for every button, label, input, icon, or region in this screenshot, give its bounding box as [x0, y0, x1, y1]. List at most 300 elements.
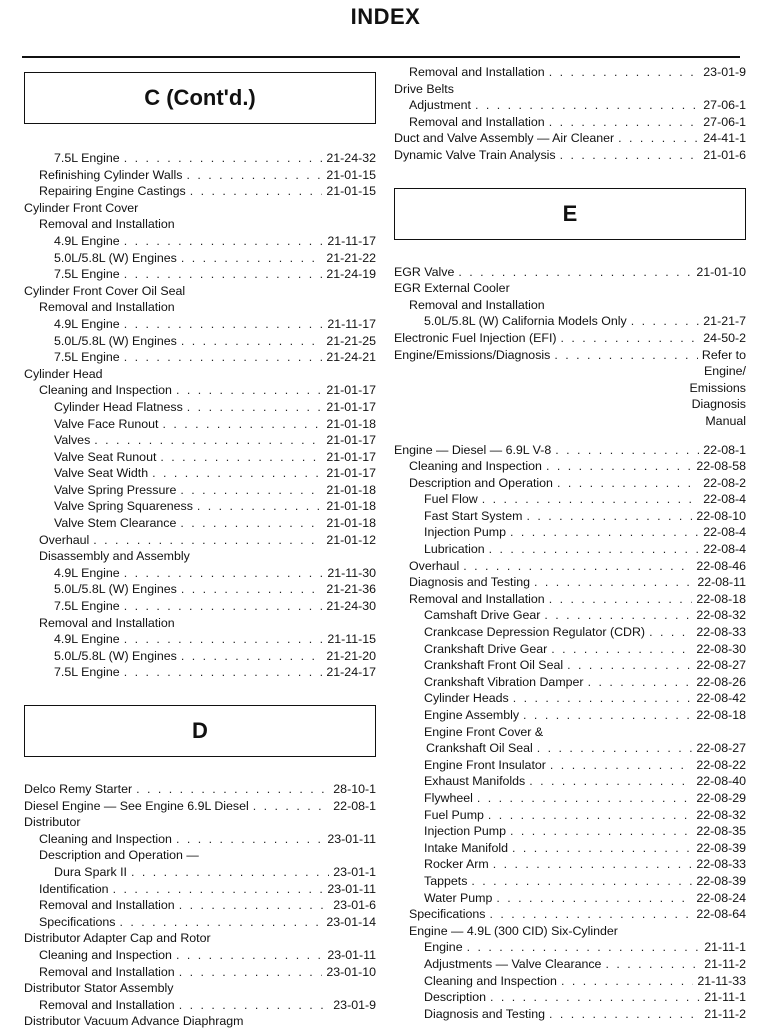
- index-entry: [24, 183, 376, 200]
- page-reference: Refer to: [701, 347, 746, 362]
- page-reference: 21-21-36: [326, 582, 376, 597]
- refer-to-line: Engine/: [703, 364, 746, 379]
- entry-title: Removal and Installation: [409, 65, 545, 79]
- entry-title: Identification: [39, 881, 109, 896]
- index-entry: [394, 973, 746, 990]
- page-reference: 23-01-14: [326, 914, 376, 929]
- page-reference: 27-06-1: [703, 114, 746, 129]
- dot-leader: [179, 897, 330, 914]
- index-entry: [24, 914, 376, 931]
- page-reference: 27-06-1: [703, 98, 746, 113]
- entry-title: 5.0L/5.8L (W) Engines: [54, 250, 177, 265]
- dot-leader: [510, 823, 692, 840]
- section-header-d: D: [24, 705, 376, 757]
- entry-title: Rocker Arm: [424, 857, 489, 872]
- page-reference: 28-10-1: [333, 782, 376, 796]
- index-entry: [24, 266, 376, 283]
- page-reference: 22-08-29: [696, 790, 746, 805]
- index-entry: [394, 558, 746, 575]
- entry-title: Dynamic Valve Train Analysis: [394, 147, 556, 162]
- index-entry: [394, 690, 746, 707]
- index-entry: [24, 881, 376, 898]
- dot-leader: [119, 914, 322, 931]
- dot-leader: [490, 989, 700, 1006]
- index-entry: [24, 781, 376, 798]
- dot-leader: [181, 648, 323, 665]
- index-entry: [394, 458, 746, 475]
- dot-leader: [186, 167, 322, 184]
- entry-title: 7.5L Engine: [54, 267, 120, 282]
- dot-leader: [180, 515, 322, 532]
- dot-leader: [512, 840, 692, 857]
- index-entry: [394, 130, 746, 147]
- dot-leader: [124, 565, 324, 582]
- dot-leader: [513, 690, 693, 707]
- entry-title: Intake Manifold: [424, 840, 509, 855]
- dot-leader: [554, 347, 698, 364]
- index-entry: [394, 657, 746, 674]
- index-list-d-continued: [394, 64, 746, 164]
- dot-leader: [136, 781, 329, 798]
- dot-leader: [176, 831, 323, 848]
- page-reference: 23-01-1: [333, 864, 376, 879]
- index-entry: [394, 330, 746, 347]
- page-reference: 21-01-10: [696, 264, 746, 279]
- entry-title: Adjustments — Valve Clearance: [424, 956, 602, 971]
- refer-to-wrap: [394, 363, 746, 429]
- entry-title: Crankshaft Drive Gear: [424, 641, 548, 656]
- section-header-e: E: [394, 188, 746, 240]
- page-reference: 22-08-4: [703, 542, 746, 557]
- dot-leader: [124, 598, 323, 615]
- page-reference: 22-08-2: [703, 475, 746, 490]
- entry-title: Fast Start System: [424, 508, 523, 523]
- index-entry: [24, 349, 376, 366]
- index-entry: [24, 997, 376, 1014]
- entry-title: Cleaning and Inspection: [424, 973, 557, 988]
- page-reference: 22-08-40: [696, 774, 746, 789]
- index-entry: [24, 515, 376, 532]
- entry-title: Dura Spark II: [54, 864, 127, 879]
- index-entry: [394, 989, 746, 1006]
- entry-title: Electronic Fuel Injection (EFI): [394, 330, 557, 345]
- dot-leader: [162, 416, 322, 433]
- dot-leader: [561, 330, 700, 347]
- index-entry: [24, 498, 376, 515]
- index-entry: [394, 641, 746, 658]
- dot-leader: [546, 458, 692, 475]
- index-entry: [394, 807, 746, 824]
- index-entry: [24, 631, 376, 648]
- refer-to-line: Emissions: [689, 380, 746, 395]
- dot-leader: [482, 491, 700, 508]
- page-reference: 21-01-17: [326, 383, 376, 398]
- page-reference: 21-11-15: [327, 632, 376, 647]
- entry-title: 4.9L Engine: [54, 632, 120, 647]
- entry-title: Engine — Diesel — 6.9L V-8: [394, 442, 552, 457]
- dot-leader: [549, 64, 700, 81]
- index-entry: [24, 581, 376, 598]
- page-reference: 22-08-22: [696, 757, 746, 772]
- page-reference: 23-01-10: [326, 964, 376, 979]
- index-entry: [394, 707, 746, 724]
- refer-to-line: Manual: [705, 413, 746, 428]
- page-reference: 22-08-27: [696, 741, 746, 756]
- entry-title: 7.5L Engine: [54, 350, 120, 365]
- entry-title: 5.0L/5.8L (W) Engines: [54, 582, 177, 597]
- dot-leader: [555, 442, 699, 459]
- page-reference: 22-08-46: [696, 558, 746, 573]
- right-column: [394, 64, 746, 1022]
- dot-leader: [618, 130, 699, 147]
- dot-leader: [496, 890, 692, 907]
- dot-leader: [179, 964, 323, 981]
- index-heading: Distributor: [24, 815, 81, 830]
- entry-title: Diesel Engine — See Engine 6.9L Diesel: [24, 798, 249, 813]
- dot-leader: [549, 114, 700, 131]
- page-reference: 22-08-32: [696, 807, 746, 822]
- index-entry: [394, 674, 746, 691]
- page-reference: 22-08-26: [696, 674, 746, 689]
- page-reference: 22-08-32: [696, 608, 746, 623]
- page-reference: 23-01-9: [333, 997, 376, 1012]
- page-reference: 22-08-10: [696, 508, 746, 523]
- page-reference: 22-08-35: [696, 824, 746, 839]
- dot-leader: [526, 508, 692, 525]
- dot-leader: [160, 449, 322, 466]
- dot-leader: [557, 475, 699, 492]
- dot-leader: [176, 382, 322, 399]
- page-reference: 21-24-19: [326, 267, 376, 282]
- index-entry: [394, 313, 746, 330]
- dot-leader: [588, 674, 693, 691]
- entry-title: Engine: [424, 940, 463, 955]
- index-entry: [24, 482, 376, 499]
- entry-title: Crankshaft Vibration Damper: [424, 674, 584, 689]
- index-entry: [394, 624, 746, 641]
- page-reference: 22-08-1: [703, 442, 746, 457]
- entry-title: Valve Stem Clearance: [54, 516, 177, 531]
- page-reference: 21-11-33: [697, 973, 746, 988]
- entry-title: Repairing Engine Castings: [39, 184, 186, 199]
- dot-leader: [649, 624, 692, 641]
- index-entry: [394, 541, 746, 558]
- entry-title: Engine Assembly: [424, 708, 520, 722]
- page-reference: 21-01-17: [326, 449, 376, 464]
- index-heading: Distributor Adapter Cap and Rotor: [24, 931, 211, 946]
- index-entry: [24, 964, 376, 981]
- dot-leader: [510, 524, 699, 541]
- dot-leader: [181, 333, 323, 350]
- index-entry: [394, 890, 746, 907]
- index-entry: [24, 250, 376, 267]
- entry-title: 5.0L/5.8L (W) California Models Only: [424, 314, 627, 329]
- index-entry: [24, 664, 376, 681]
- entry-title: Engine Front Insulator: [424, 757, 546, 772]
- index-entry: [24, 648, 376, 665]
- refer-to-line: Diagnosis: [691, 397, 746, 412]
- entry-title: EGR Valve: [394, 264, 455, 279]
- entry-title: Cleaning and Inspection: [409, 459, 542, 474]
- index-entry: [24, 150, 376, 167]
- page-reference: 22-08-39: [696, 873, 746, 888]
- page-reference: 21-11-2: [704, 956, 746, 971]
- dot-leader: [493, 856, 693, 873]
- page-reference: 21-01-17: [326, 399, 376, 414]
- entry-title: Fuel Flow: [424, 492, 478, 507]
- dot-leader: [152, 465, 322, 482]
- entry-title: Injection Pump: [424, 525, 506, 540]
- dot-leader: [467, 939, 701, 956]
- entry-title: Description: [424, 990, 486, 1005]
- dot-leader: [180, 482, 322, 499]
- entry-title: Injection Pump: [424, 824, 506, 839]
- index-entry: [24, 532, 376, 549]
- index-entry: [394, 956, 746, 973]
- index-heading: Removal and Installation: [39, 217, 175, 232]
- entry-title: Water Pump: [424, 890, 493, 905]
- dot-leader: [131, 864, 329, 881]
- dot-leader: [124, 316, 324, 333]
- index-entry: [394, 147, 746, 164]
- index-entry: [394, 524, 746, 541]
- entry-title: Removal and Installation: [39, 898, 175, 913]
- dot-leader: [560, 147, 700, 164]
- entry-title: Removal and Installation: [39, 964, 175, 979]
- page-reference: 21-01-6: [703, 147, 746, 162]
- index-entry: [394, 97, 746, 114]
- page-reference: 21-11-30: [327, 565, 376, 580]
- dot-leader: [124, 233, 324, 250]
- dot-leader: [561, 973, 693, 990]
- entry-title: Crankcase Depression Regulator (CDR): [424, 625, 646, 640]
- index-entry: [24, 333, 376, 350]
- dot-leader: [94, 432, 322, 449]
- index-entry: [24, 399, 376, 416]
- page-reference: 23-01-11: [327, 831, 376, 846]
- entry-title: Crankshaft Oil Seal: [426, 741, 533, 756]
- entry-title: Valve Face Runout: [54, 416, 159, 431]
- index-heading: Removal and Installation: [409, 297, 545, 312]
- page-reference: 23-01-11: [327, 881, 376, 896]
- entry-title: Cylinder Heads: [424, 691, 509, 706]
- page-reference: 21-24-30: [326, 599, 376, 614]
- index-entry: [24, 598, 376, 615]
- index-list-e: [394, 264, 746, 364]
- page-reference: 21-11-2: [704, 1006, 746, 1021]
- entry-title: Description and Operation: [409, 475, 553, 490]
- index-entry: [24, 465, 376, 482]
- page-reference: 23-01-9: [703, 65, 746, 79]
- dot-leader: [124, 349, 323, 366]
- page-reference: 23-01-6: [333, 898, 376, 913]
- page-reference: 21-21-22: [326, 250, 376, 265]
- index-heading: Description and Operation —: [39, 848, 199, 863]
- index-entry: [394, 114, 746, 131]
- page-reference: 21-24-21: [326, 350, 376, 365]
- index-entry: [394, 607, 746, 624]
- page-reference: 21-11-1: [704, 940, 746, 955]
- page-reference: 21-21-7: [703, 314, 746, 329]
- index-heading: Drive Belts: [394, 81, 454, 96]
- entry-title: Removal and Installation: [409, 114, 545, 129]
- index-heading: Cylinder Front Cover Oil Seal: [24, 283, 186, 298]
- entry-title: Adjustment: [409, 98, 471, 113]
- section-header-c: C (Cont'd.): [24, 72, 376, 124]
- page-reference: 21-24-32: [326, 151, 376, 165]
- entry-title: 4.9L Engine: [54, 233, 120, 248]
- dot-leader: [529, 773, 692, 790]
- entry-title: Crankshaft Front Oil Seal: [424, 658, 564, 673]
- dot-leader: [489, 541, 700, 558]
- dot-leader: [488, 807, 692, 824]
- page-reference: 22-08-30: [696, 641, 746, 656]
- index-heading: Removal and Installation: [39, 615, 175, 630]
- page-reference: 21-21-25: [326, 333, 376, 348]
- index-entry: [394, 906, 746, 923]
- index-heading: Cylinder Front Cover: [24, 200, 139, 215]
- index-heading: Engine Front Cover &: [424, 724, 544, 739]
- dot-leader: [534, 574, 693, 591]
- dot-leader: [176, 947, 323, 964]
- page-reference: 22-08-64: [696, 907, 746, 922]
- page-reference: 21-24-17: [326, 665, 376, 680]
- dot-leader: [523, 707, 692, 724]
- index-entry: [394, 591, 746, 608]
- index-entry: [394, 856, 746, 873]
- page-reference: 22-08-18: [696, 591, 746, 606]
- dot-leader: [549, 591, 693, 608]
- index-entry: [24, 233, 376, 250]
- entry-title: Delco Remy Starter: [24, 782, 133, 796]
- index-heading: Distributor Vacuum Advance Diaphragm: [24, 1014, 244, 1029]
- dot-leader: [187, 399, 323, 416]
- dot-leader: [489, 906, 692, 923]
- entry-title: Exhaust Manifolds: [424, 774, 526, 789]
- index-entry: [24, 382, 376, 399]
- page-reference: 22-08-33: [696, 625, 746, 640]
- entry-title: 4.9L Engine: [54, 565, 120, 580]
- page-reference: 22-08-42: [696, 691, 746, 706]
- page-reference: 22-08-33: [696, 857, 746, 872]
- entry-title: 7.5L Engine: [54, 599, 120, 614]
- entry-title: Removal and Installation: [39, 997, 175, 1012]
- entry-title: 5.0L/5.8L (W) Engines: [54, 648, 177, 663]
- entry-title: Specifications: [409, 907, 486, 922]
- dot-leader: [550, 757, 692, 774]
- dot-leader: [124, 266, 323, 283]
- index-entry: [24, 897, 376, 914]
- entry-title: Cleaning and Inspection: [39, 947, 172, 962]
- dot-leader: [463, 558, 692, 575]
- entry-title: Removal and Installation: [409, 591, 545, 606]
- entry-title: Tappets: [424, 873, 468, 888]
- dot-leader: [253, 798, 330, 815]
- entry-title: 5.0L/5.8L (W) Engines: [54, 333, 177, 348]
- index-entry: [394, 347, 746, 364]
- dot-leader: [605, 956, 700, 973]
- page-reference: 21-21-20: [326, 648, 376, 663]
- dot-leader: [93, 532, 322, 549]
- index-heading: Engine — 4.9L (300 CID) Six-Cylinder: [409, 923, 618, 938]
- dot-leader: [179, 997, 330, 1014]
- index-entry: [24, 798, 376, 815]
- page-reference: 23-01-11: [327, 947, 376, 962]
- page-reference: 21-11-17: [327, 316, 376, 331]
- index-heading: EGR External Cooler: [394, 281, 510, 296]
- index-entry: [24, 316, 376, 333]
- page-reference: 22-08-27: [696, 658, 746, 673]
- index-entry: [394, 442, 746, 459]
- page-reference: 22-08-39: [696, 840, 746, 855]
- entry-title: Cylinder Head Flatness: [54, 399, 183, 414]
- dot-leader: [551, 641, 692, 658]
- page-reference: 21-01-18: [326, 482, 376, 497]
- entry-title: Valve Seat Width: [54, 466, 149, 481]
- index-heading: Distributor Stator Assembly: [24, 981, 174, 996]
- dot-leader: [537, 740, 693, 757]
- page-reference: 22-08-18: [696, 708, 746, 722]
- entry-title: Valve Spring Squareness: [54, 499, 193, 514]
- index-entry: [394, 574, 746, 591]
- dot-leader: [190, 183, 323, 200]
- index-entry: [394, 773, 746, 790]
- index-list-e-engine: [394, 442, 746, 1023]
- entry-title: Lubrication: [424, 542, 485, 557]
- index-entry: [24, 167, 376, 184]
- dot-leader: [549, 1006, 700, 1023]
- index-entry: [394, 823, 746, 840]
- entry-title: Valve Seat Runout: [54, 449, 157, 464]
- index-entry: [394, 491, 746, 508]
- page-reference: 22-08-4: [703, 525, 746, 540]
- page-reference: 22-08-11: [697, 575, 746, 590]
- index-entry: [394, 740, 746, 757]
- dot-leader: [181, 250, 323, 267]
- index-entry: [24, 565, 376, 582]
- dot-leader: [477, 790, 692, 807]
- entry-title: Cleaning and Inspection: [39, 383, 172, 398]
- index-entry: [394, 840, 746, 857]
- index-entry: [394, 757, 746, 774]
- page-title: INDEX: [350, 4, 421, 29]
- index-entry: [394, 939, 746, 956]
- page-reference: 24-50-2: [703, 330, 746, 345]
- entry-title: Valve Spring Pressure: [54, 482, 177, 497]
- entry-title: Duct and Valve Assembly — Air Cleaner: [394, 131, 615, 146]
- page-reference: 21-01-18: [326, 416, 376, 431]
- page-reference: 21-01-18: [326, 499, 376, 514]
- dot-leader: [471, 873, 692, 890]
- index-entry: [24, 432, 376, 449]
- page-reference: 24-41-1: [703, 131, 746, 146]
- page-reference: 21-01-15: [326, 184, 376, 199]
- left-column: [24, 72, 376, 1030]
- page-reference: 21-01-17: [326, 433, 376, 448]
- index-heading: Cylinder Head: [24, 366, 103, 381]
- index-entry: [394, 790, 746, 807]
- dot-leader: [475, 97, 699, 114]
- entry-title: Fuel Pump: [424, 807, 484, 822]
- index-entry: [24, 831, 376, 848]
- index-list-c: [24, 150, 376, 681]
- index-entry: [394, 264, 746, 281]
- index-list-d: [24, 781, 376, 1030]
- page-reference: 21-01-18: [326, 516, 376, 531]
- dot-leader: [567, 657, 692, 674]
- index-entry: [24, 947, 376, 964]
- dot-leader: [124, 664, 323, 681]
